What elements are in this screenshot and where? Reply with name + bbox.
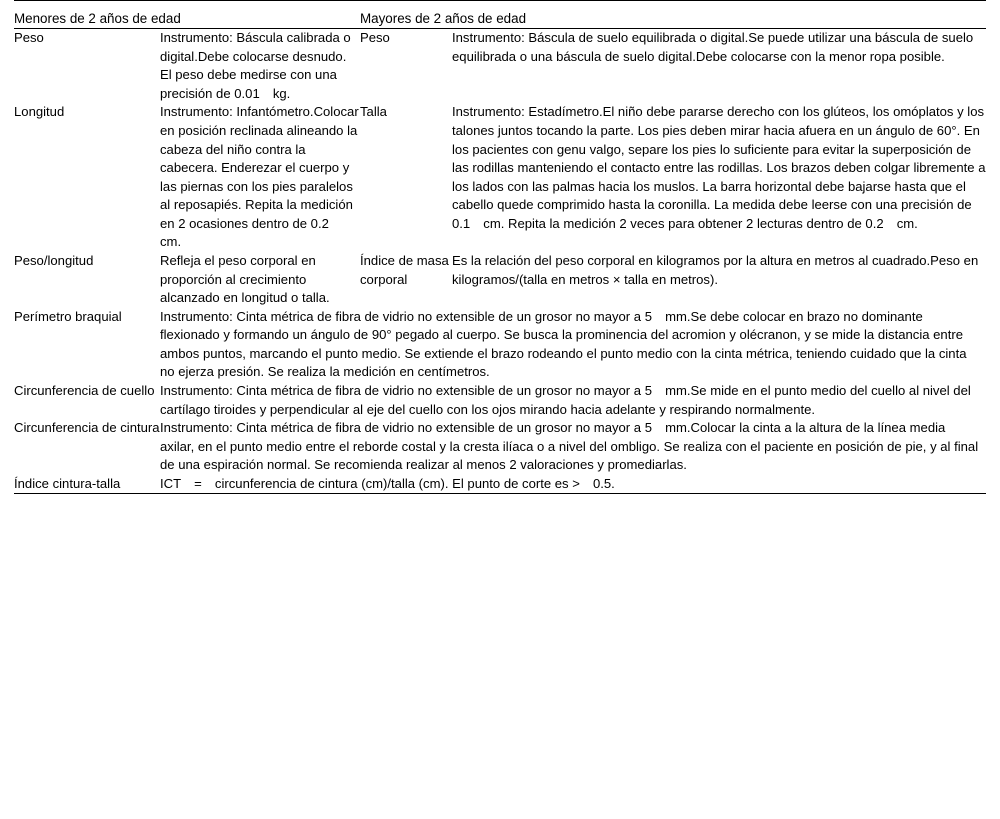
row-label-full: Circunferencia de cuello <box>14 383 155 399</box>
table-row <box>14 103 986 252</box>
row-text-over: Instrumento: Estadímetro.El niño debe pararse derecho con los glúteos, los omóplatos y los talones juntos tocando la parte. Los pies deben mirar hacia afuera en un ángulo de 60°. En los pacientes con genu valgo, separe los pies lo suficiente para evitar la superposición de las rodillas manteniendo el contacto entre las rodillas. Los brazos deben colgar libremente a los lados con las palmas hacia los muslos. La barra horizontal debe bajarse hasta que el cabello quede comprimido hasta la coronilla. La medida debe leerse con una precisión de 0.1 cm. Repita la medición 2 veces para obtener 2 lecturas dentro de 0.2 cm. <box>452 104 986 231</box>
row-text-full: Instrumento: Cinta métrica de fibra de vidrio no extensible de un grosor no mayor a 5 mm.Se mide en el punto medio del cuello al nivel del cartílago tiroides y perpendicular al eje del cuello con los ojos mirando hacia adelante y respirando normalmente. <box>160 383 971 417</box>
table-row <box>14 29 986 104</box>
header-over-two: Mayores de 2 años de edad <box>360 11 527 26</box>
row-text-full: Instrumento: Cinta métrica de fibra de vidrio no extensible de un grosor no mayor a 5 mm.Se debe colocar en brazo no dominante flexionado y formando un ángulo de 90° pegado al cuerpo. Se busca la prominencia del acromion y olécranon, y se mide la distancia entre ambos puntos, marcando el punto medio. Se extiende el brazo rodeando el punto medio con la cinta métrica, teniendo cuidado que la cinta no ejerza presión. Se realiza la medición en centímetros. <box>160 308 967 380</box>
table-row <box>14 419 986 475</box>
table-header-row <box>14 9 986 29</box>
row-label-over: Peso <box>360 30 390 46</box>
row-text-under: Instrumento: Infantómetro.Colocar en posición reclinada alineando la cabeza del niño contra la cabecera. Enderezar el cuerpo y las piernas con los pies paralelos al reposapiés. Repita la medición en 2 ocasiones dentro de 0.2 cm. <box>160 104 359 250</box>
row-label-under: Longitud <box>14 104 65 120</box>
row-label-full: Circunferencia de cintura <box>14 420 160 436</box>
row-label-over: Índice de masa corporal <box>360 252 449 287</box>
table-row <box>14 252 986 308</box>
row-label-under: Peso <box>14 30 44 46</box>
top-rule-cell <box>14 1 986 10</box>
row-text-over: Es la relación del peso corporal en kilogramos por la altura en metros al cuadrado.Peso en kilogramos/(talla en metros × talla en metros). <box>452 252 979 287</box>
row-label-under: Peso/longitud <box>14 252 94 268</box>
header-under-two: Menores de 2 años de edad <box>14 11 181 26</box>
table-row <box>14 382 986 419</box>
row-label-full: Perímetro braquial <box>14 308 122 324</box>
table-top-rule <box>14 1 986 10</box>
row-label-full: Índice cintura-talla <box>14 475 121 491</box>
anthropometry-table <box>14 0 986 494</box>
table-row <box>14 475 986 494</box>
row-text-under: Refleja el peso corporal en proporción al crecimiento alcanzado en longitud o talla. <box>160 252 330 306</box>
row-text-over: Instrumento: Báscula de suelo equilibrada o digital.Se puede utilizar una báscula de suelo equilibrada o una báscula de suelo digital.Debe colocarse con la menor ropa posible. <box>452 30 974 64</box>
row-text-under: Instrumento: Báscula calibrada o digital.Debe colocarse desnudo. El peso debe medirse con una precisión de 0.01 kg. <box>160 30 351 101</box>
row-text-full: ICT = circunferencia de cintura (cm)/talla (cm). El punto de corte es > 0.5. <box>160 475 615 491</box>
table-row <box>14 308 986 382</box>
row-text-full: Instrumento: Cinta métrica de fibra de vidrio no extensible de un grosor no mayor a 5 mm.Colocar la cinta a la altura de la línea media axilar, en el punto medio entre el reborde costal y la cresta ilíaca o a nivel del ombligo. Se realiza con el paciente en posición de pie, y al final de una espiración normal. Se recomienda realizar al menos 2 valoraciones y promediarlas. <box>160 420 979 473</box>
row-label-over: Talla <box>360 104 387 120</box>
